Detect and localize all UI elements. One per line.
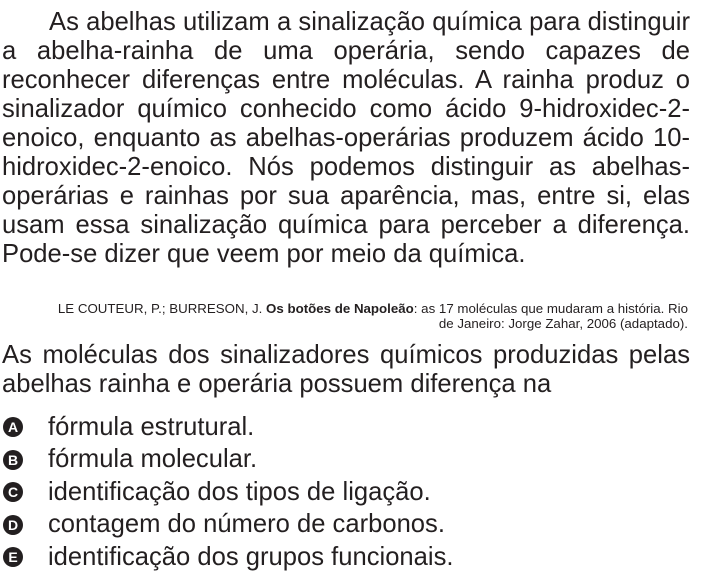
option-letter-badge: C <box>3 482 23 502</box>
option-b[interactable] <box>3 444 454 477</box>
option-text: identificação dos tipos de ligação. <box>48 477 431 506</box>
option-letter-badge: A <box>3 417 23 437</box>
source-authors: LE COUTEUR, P.; BURRESON, J. <box>57 301 267 316</box>
question-stem: As moléculas dos sinalizadores químicos produzidas pelas abelhas rainha e operária possuem diferença na <box>2 341 690 398</box>
answer-options <box>3 411 454 574</box>
source-title: Os botões de Napoleão <box>266 301 414 316</box>
option-letter-badge: D <box>3 515 23 535</box>
option-d[interactable] <box>3 509 454 542</box>
option-e[interactable] <box>3 541 454 574</box>
option-a[interactable] <box>3 411 454 444</box>
passage-text: As abelhas utilizam a sinalização química para distinguir a abelha-rainha de uma operária, sendo capazes de reconhecer diferenças entre moléculas. A rainha produz o sinalizador químico conhecido como ácido 9-hidroxidec-2-enoico, enquanto as abelhas-operárias produzem ácido 10-hidroxidec-2-enoico. Nós podemos distinguir as abelhas-operárias e rainhas por sua aparência, mas, entre si, elas usam essa sinalização química para perceber a diferença. Pode-se dizer que veem por meio da química. <box>2 8 690 268</box>
option-text: contagem do número de carbonos. <box>48 510 445 539</box>
option-letter-badge: E <box>3 547 23 567</box>
option-text: fórmula molecular. <box>48 445 258 474</box>
option-c[interactable] <box>3 476 454 509</box>
option-letter-badge: B <box>3 450 23 470</box>
source-citation <box>48 301 688 331</box>
option-text: identificação dos grupos funcionais. <box>48 542 454 571</box>
option-text: fórmula estrutural. <box>48 412 255 441</box>
source-rest: : as 17 moléculas que mudaram a história. Rio de Janeiro: Jorge Zahar, 2006 (adaptado). <box>413 301 688 331</box>
